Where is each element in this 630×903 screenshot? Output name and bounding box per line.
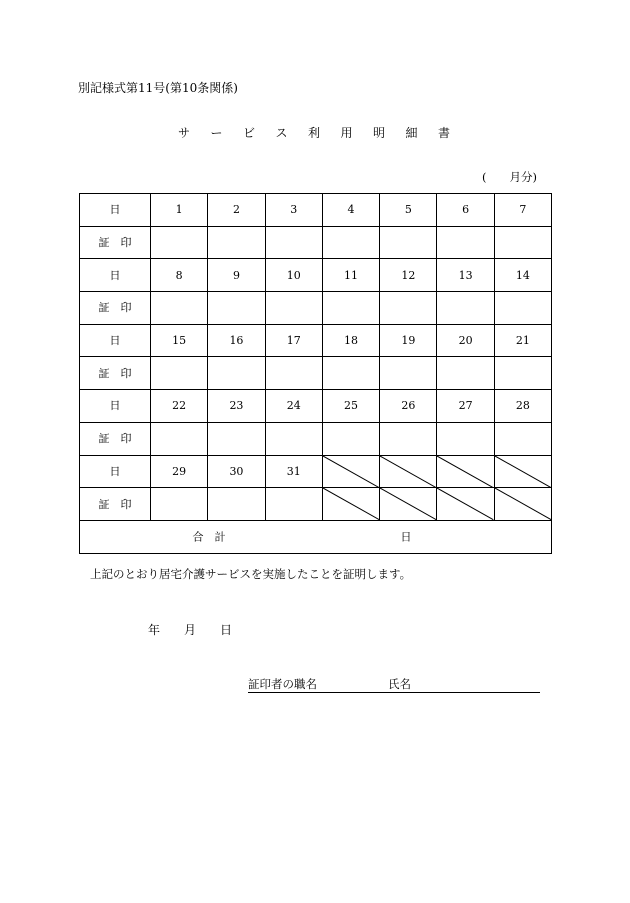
certifier-title-label: 証印者の職名 (248, 677, 317, 691)
stamp-cell (208, 357, 265, 390)
unused-day-cell (380, 455, 437, 488)
stamp-cell (380, 226, 437, 259)
stamp-cell (380, 292, 437, 325)
day-number-cell: 22 (151, 390, 208, 423)
day-row-label: 日 (80, 194, 151, 227)
stamp-cell (322, 422, 379, 455)
stamp-cell (494, 292, 551, 325)
stamp-cell (151, 488, 208, 521)
day-number-cell: 12 (380, 259, 437, 292)
service-calendar-table (79, 193, 552, 554)
total-days-unit: 日 (400, 530, 412, 544)
stamp-row-label: 証 印 (80, 226, 151, 259)
diagonal-line (437, 488, 493, 520)
stamp-cell (437, 422, 494, 455)
stamp-cell (265, 292, 322, 325)
stamp-cell (322, 292, 379, 325)
day-number-cell: 31 (265, 455, 322, 488)
day-number-cell: 1 (151, 194, 208, 227)
stamp-cell (494, 357, 551, 390)
diagonal-strike (495, 456, 551, 488)
day-number-cell: 28 (494, 390, 551, 423)
stamp-cell (494, 422, 551, 455)
stamp-cell (322, 357, 379, 390)
stamp-cell (437, 226, 494, 259)
diagonal-line (495, 488, 551, 520)
form-number: 別記様式第11号(第10条関係) (78, 81, 238, 95)
day-row (80, 194, 552, 227)
day-number-cell: 18 (322, 324, 379, 357)
stamp-cell (208, 226, 265, 259)
date-line: 年 月 日 (148, 623, 233, 637)
diagonal-strike (380, 488, 436, 520)
stamp-cell (322, 226, 379, 259)
day-row (80, 324, 552, 357)
stamp-cell (265, 357, 322, 390)
stamp-row (80, 488, 552, 521)
day-row-label: 日 (80, 259, 151, 292)
stamp-row (80, 422, 552, 455)
stamp-cell (437, 357, 494, 390)
diagonal-strike (323, 456, 379, 488)
stamp-row-label: 証 印 (80, 357, 151, 390)
day-number-cell: 7 (494, 194, 551, 227)
stamp-cell (208, 422, 265, 455)
month-label: ( 月分) (482, 170, 537, 184)
day-row-label: 日 (80, 324, 151, 357)
certification-statement: 上記のとおり居宅介護サービスを実施したことを証明します。 (90, 567, 412, 581)
day-number-cell: 2 (208, 194, 265, 227)
stamp-row (80, 357, 552, 390)
day-number-cell: 4 (322, 194, 379, 227)
diagonal-line (323, 456, 379, 488)
stamp-cell (151, 422, 208, 455)
stamp-cell (151, 292, 208, 325)
day-row (80, 455, 552, 488)
diagonal-strike (495, 488, 551, 520)
stamp-cell (208, 488, 265, 521)
total-cell (80, 520, 552, 553)
day-number-cell: 23 (208, 390, 265, 423)
day-number-cell: 10 (265, 259, 322, 292)
day-number-cell: 24 (265, 390, 322, 423)
diagonal-line (380, 456, 436, 488)
day-number-cell: 19 (380, 324, 437, 357)
diagonal-line (437, 456, 493, 488)
day-number-cell: 26 (380, 390, 437, 423)
stamp-cell (437, 292, 494, 325)
diagonal-strike (437, 488, 493, 520)
stamp-row (80, 226, 552, 259)
day-number-cell: 30 (208, 455, 265, 488)
day-number-cell: 15 (151, 324, 208, 357)
document-title: サービス利用明細書 (178, 126, 471, 140)
day-number-cell: 17 (265, 324, 322, 357)
stamp-cell (265, 226, 322, 259)
day-number-cell: 29 (151, 455, 208, 488)
diagonal-line (323, 488, 379, 520)
unused-day-cell (380, 488, 437, 521)
stamp-row-label: 証 印 (80, 488, 151, 521)
day-number-cell: 3 (265, 194, 322, 227)
unused-day-cell (437, 455, 494, 488)
unused-day-cell (322, 488, 379, 521)
stamp-row-label: 証 印 (80, 292, 151, 325)
day-number-cell: 21 (494, 324, 551, 357)
stamp-cell (151, 357, 208, 390)
calendar-body (80, 194, 552, 554)
total-row (80, 520, 552, 553)
stamp-cell (208, 292, 265, 325)
stamp-row (80, 292, 552, 325)
stamp-cell (380, 422, 437, 455)
day-number-cell: 27 (437, 390, 494, 423)
day-row-label: 日 (80, 455, 151, 488)
diagonal-line (495, 456, 551, 488)
stamp-cell (265, 422, 322, 455)
stamp-cell (494, 226, 551, 259)
day-number-cell: 16 (208, 324, 265, 357)
stamp-cell (151, 226, 208, 259)
unused-day-cell (437, 488, 494, 521)
day-number-cell: 9 (208, 259, 265, 292)
day-row-label: 日 (80, 390, 151, 423)
day-number-cell: 13 (437, 259, 494, 292)
certifier-name-label: 氏名 (388, 677, 411, 691)
day-number-cell: 25 (322, 390, 379, 423)
day-number-cell: 20 (437, 324, 494, 357)
stamp-row-label: 証 印 (80, 422, 151, 455)
signature-line (248, 678, 540, 693)
unused-day-cell (494, 488, 551, 521)
day-number-cell: 6 (437, 194, 494, 227)
day-row (80, 259, 552, 292)
total-label: 合 計 (192, 530, 226, 544)
unused-day-cell (494, 455, 551, 488)
day-number-cell: 5 (380, 194, 437, 227)
diagonal-strike (323, 488, 379, 520)
unused-day-cell (322, 455, 379, 488)
diagonal-strike (380, 456, 436, 488)
diagonal-line (380, 488, 436, 520)
stamp-cell (265, 488, 322, 521)
day-number-cell: 11 (322, 259, 379, 292)
day-number-cell: 8 (151, 259, 208, 292)
stamp-cell (380, 357, 437, 390)
day-number-cell: 14 (494, 259, 551, 292)
diagonal-strike (437, 456, 493, 488)
day-row (80, 390, 552, 423)
